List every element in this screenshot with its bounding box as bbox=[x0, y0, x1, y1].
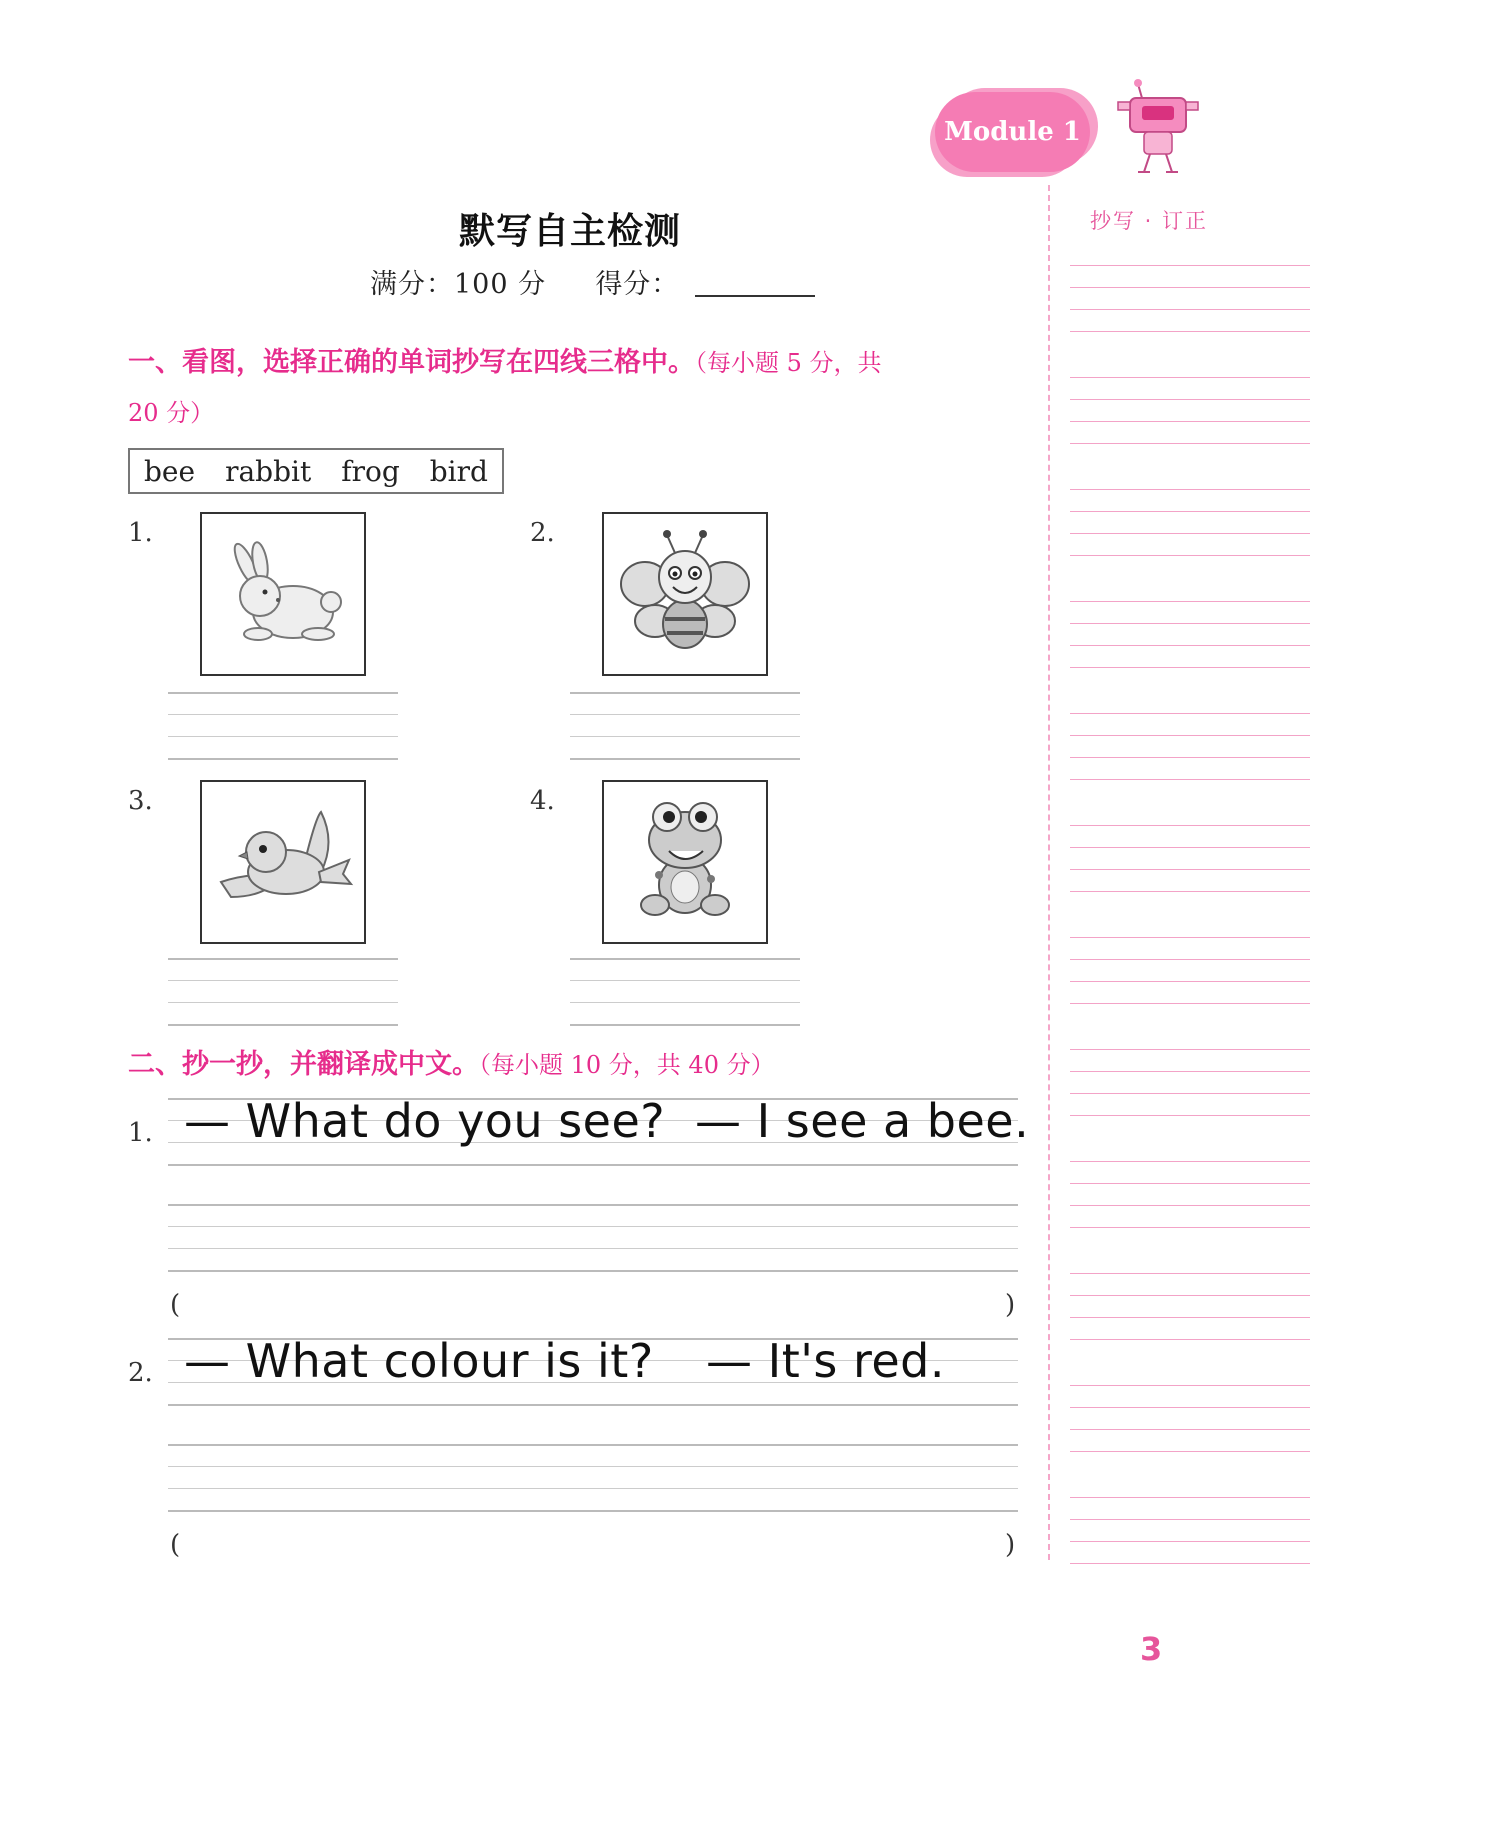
sidebar-line bbox=[1070, 1049, 1310, 1050]
picture-frame bbox=[200, 512, 366, 676]
sidebar-line bbox=[1070, 1161, 1310, 1162]
bird-icon bbox=[211, 802, 356, 922]
sidebar-line bbox=[1070, 623, 1310, 624]
score-line bbox=[370, 262, 815, 301]
sidebar-line bbox=[1070, 847, 1310, 848]
section1-note: （每小题 5 分，共 bbox=[695, 349, 882, 377]
sidebar-line bbox=[1070, 1115, 1310, 1116]
sidebar-line bbox=[1070, 533, 1310, 534]
section2-note: （每小题 10 分，共 40 分） bbox=[479, 1051, 775, 1079]
translation-paren-close: ) bbox=[1005, 1290, 1016, 1320]
sidebar-line bbox=[1070, 667, 1310, 668]
sidebar-line bbox=[1070, 825, 1310, 826]
word-bank-item: frog bbox=[341, 454, 400, 488]
item-number: 1. bbox=[128, 1118, 153, 1148]
sidebar-line bbox=[1070, 1003, 1310, 1004]
sidebar-line bbox=[1070, 1295, 1310, 1296]
picture-frame bbox=[602, 512, 768, 676]
sidebar-line bbox=[1070, 1541, 1310, 1542]
sidebar-line bbox=[1070, 331, 1310, 332]
sidebar-line bbox=[1070, 1317, 1310, 1318]
sidebar-line bbox=[1070, 869, 1310, 870]
word-bank bbox=[128, 448, 504, 494]
sidebar-line bbox=[1070, 377, 1310, 378]
sidebar-line bbox=[1070, 309, 1310, 310]
translation-paren-open: ( bbox=[170, 1530, 181, 1560]
sidebar-line bbox=[1070, 1497, 1310, 1498]
robot-mascot-icon bbox=[1112, 76, 1202, 176]
section2-heading-text: 二、抄一抄，并翻译成中文。 bbox=[128, 1049, 479, 1080]
sidebar-line bbox=[1070, 959, 1310, 960]
sidebar-line bbox=[1070, 1429, 1310, 1430]
writing-lines[interactable] bbox=[570, 958, 800, 1024]
sidebar-line bbox=[1070, 713, 1310, 714]
sidebar-line bbox=[1070, 287, 1310, 288]
item-number: 1. bbox=[128, 518, 153, 548]
sidebar-line bbox=[1070, 601, 1310, 602]
page-title: 默写自主检测 bbox=[458, 211, 681, 252]
item-number: 2. bbox=[530, 518, 555, 548]
full-score-label: 满分：100 分 bbox=[370, 269, 547, 300]
word-bank-item: bird bbox=[429, 454, 488, 488]
translation-field[interactable] bbox=[190, 1530, 990, 1564]
sidebar-line bbox=[1070, 421, 1310, 422]
page-number: 3 bbox=[1140, 1630, 1163, 1668]
section1-note-cont: 20 分） bbox=[128, 399, 215, 427]
section1-heading bbox=[128, 338, 1028, 438]
sidebar-line bbox=[1070, 443, 1310, 444]
model-question: — What colour is it? bbox=[184, 1334, 654, 1388]
sidebar-line bbox=[1070, 1183, 1310, 1184]
sidebar-divider bbox=[1048, 185, 1050, 1560]
module-label: Module 1 bbox=[944, 117, 1081, 147]
sidebar-line bbox=[1070, 511, 1310, 512]
sidebar-line bbox=[1070, 1273, 1310, 1274]
sidebar-line bbox=[1070, 1407, 1310, 1408]
sidebar-line bbox=[1070, 1205, 1310, 1206]
picture-frame bbox=[200, 780, 366, 944]
sidebar-line bbox=[1070, 1227, 1310, 1228]
model-question: — What do you see? bbox=[184, 1094, 666, 1148]
sidebar-line bbox=[1070, 735, 1310, 736]
sidebar-line bbox=[1070, 1339, 1310, 1340]
sidebar-line bbox=[1070, 1451, 1310, 1452]
translation-paren-close: ) bbox=[1005, 1530, 1016, 1560]
writing-lines[interactable] bbox=[168, 692, 398, 758]
sidebar-line bbox=[1070, 1071, 1310, 1072]
rabbit-icon bbox=[218, 534, 348, 654]
sidebar-line bbox=[1070, 1519, 1310, 1520]
sidebar-label: 抄写 · 订正 bbox=[1090, 209, 1209, 233]
model-answer: — It's red. bbox=[706, 1334, 945, 1388]
bee-icon bbox=[615, 529, 755, 659]
sidebar-line bbox=[1070, 757, 1310, 758]
sidebar-line bbox=[1070, 981, 1310, 982]
model-answer: — I see a bee. bbox=[695, 1094, 1030, 1148]
sidebar-line bbox=[1070, 779, 1310, 780]
score-blank[interactable] bbox=[695, 295, 815, 297]
word-bank-item: bee bbox=[144, 454, 196, 488]
sidebar-line bbox=[1070, 891, 1310, 892]
sidebar-line bbox=[1070, 645, 1310, 646]
sidebar-line bbox=[1070, 265, 1310, 266]
module-badge bbox=[935, 92, 1090, 172]
frog-icon bbox=[625, 795, 745, 930]
sidebar-line bbox=[1070, 1563, 1310, 1564]
writing-lines[interactable] bbox=[168, 1444, 1018, 1510]
sidebar-line bbox=[1070, 1385, 1310, 1386]
item-number: 2. bbox=[128, 1358, 153, 1388]
translation-field[interactable] bbox=[190, 1290, 990, 1324]
word-bank-item: rabbit bbox=[225, 454, 312, 488]
sidebar-line bbox=[1070, 399, 1310, 400]
item-number: 4. bbox=[530, 786, 555, 816]
score-got-label: 得分： bbox=[595, 269, 680, 300]
translation-paren-open: ( bbox=[170, 1290, 181, 1320]
writing-lines[interactable] bbox=[570, 692, 800, 758]
section2-heading bbox=[128, 1040, 1028, 1090]
sidebar-line bbox=[1070, 489, 1310, 490]
item-number: 3. bbox=[128, 786, 153, 816]
sidebar-line bbox=[1070, 555, 1310, 556]
picture-frame bbox=[602, 780, 768, 944]
sidebar-line bbox=[1070, 937, 1310, 938]
writing-lines[interactable] bbox=[168, 1204, 1018, 1270]
sidebar-line bbox=[1070, 1093, 1310, 1094]
section1-heading-text: 一、看图，选择正确的单词抄写在四线三格中。 bbox=[128, 347, 695, 378]
writing-lines[interactable] bbox=[168, 958, 398, 1024]
